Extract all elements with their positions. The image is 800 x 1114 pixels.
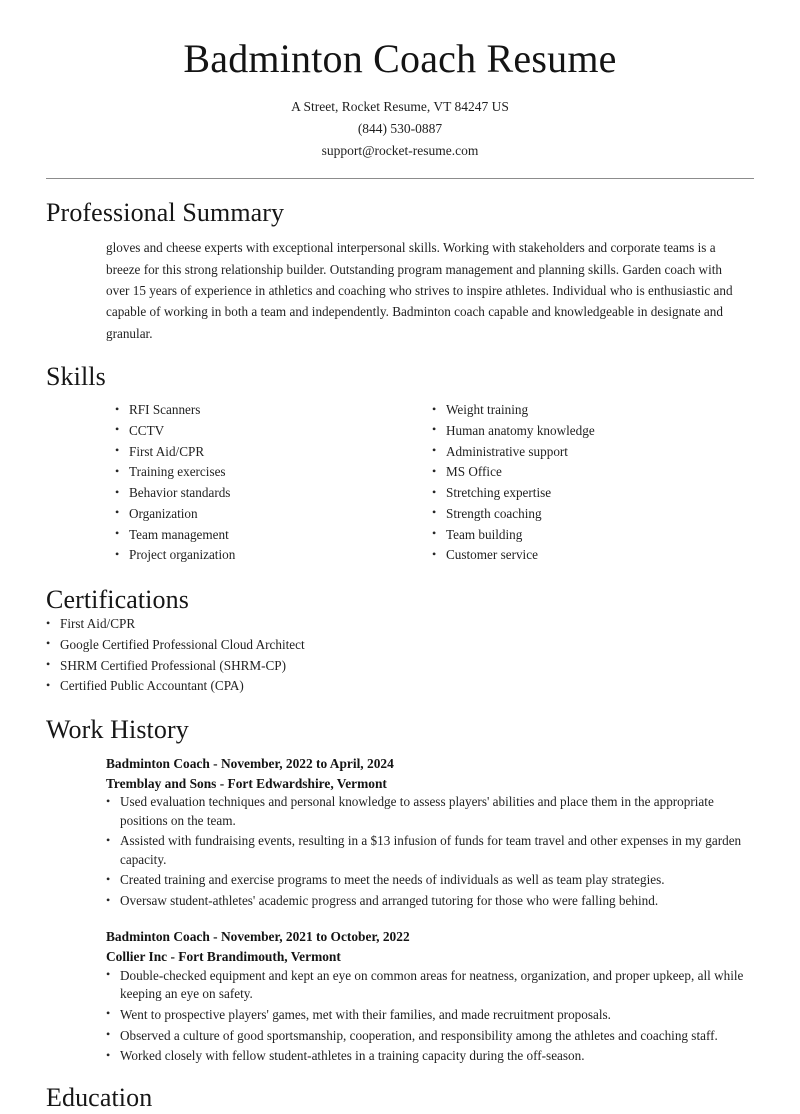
job-company-line: Tremblay and Sons - Fort Edwardshire, Vermont bbox=[106, 775, 387, 791]
skill-item: • CCTV bbox=[115, 422, 432, 440]
certification-item: • Google Certified Professional Cloud Architect bbox=[46, 636, 754, 654]
job-company-line: Collier Inc - Fort Brandimouth, Vermont bbox=[106, 949, 341, 965]
section-certifications bbox=[0, 584, 800, 696]
header-divider bbox=[46, 178, 754, 179]
section-heading-professional-summary: Professional Summary bbox=[46, 198, 285, 227]
section-skills bbox=[0, 361, 800, 567]
job-bullet-item: • Oversaw student-athletes' academic progress and arranged tutoring for those who were falling behind. bbox=[106, 892, 754, 910]
section-heading-skills: Skills bbox=[46, 362, 106, 392]
job-bullet-item: • Observed a culture of good sportsmanship, cooperation, and responsibility among the athletes and coaching staff. bbox=[106, 1027, 754, 1045]
skills-columns bbox=[115, 401, 754, 567]
skill-item: • Human anatomy knowledge bbox=[432, 422, 749, 440]
section-professional-summary bbox=[0, 197, 800, 344]
contact-phone: (844) 530-0887 bbox=[357, 121, 443, 136]
job-title-line: Badminton Coach - November, 2022 to April, 2024 bbox=[106, 755, 394, 771]
skill-item: • RFI Scanners bbox=[115, 401, 432, 419]
skills-list-right bbox=[432, 401, 749, 567]
resume-header bbox=[0, 0, 800, 179]
contact-info bbox=[0, 96, 800, 162]
page-title: Badminton Coach Resume bbox=[183, 36, 617, 81]
skill-item: • Project organization bbox=[115, 546, 432, 564]
skill-item: • Administrative support bbox=[432, 443, 749, 461]
work-history-entries bbox=[46, 754, 754, 1066]
certification-item: • SHRM Certified Professional (SHRM-CP) bbox=[46, 657, 754, 675]
section-heading-work-history: Work History bbox=[46, 714, 189, 744]
section-heading-certifications: Certifications bbox=[46, 585, 189, 614]
skill-item: • First Aid/CPR bbox=[115, 443, 432, 461]
contact-address: A Street, Rocket Resume, VT 84247 US bbox=[291, 99, 509, 114]
contact-email: support@rocket-resume.com bbox=[321, 143, 479, 158]
section-heading-education: Education bbox=[46, 1083, 153, 1113]
work-history-entry bbox=[106, 927, 754, 1065]
skill-item: • MS Office bbox=[432, 463, 749, 481]
job-bullet-list bbox=[106, 967, 754, 1066]
skill-item: • Stretching expertise bbox=[432, 484, 749, 502]
section-education bbox=[0, 1082, 800, 1113]
certification-item: • First Aid/CPR bbox=[46, 615, 754, 633]
professional-summary-text: gloves and cheese experts with exceptional interpersonal skills. Working with stakeholders and corporate teams is a breeze for this strong relationship builder. Outstanding program management and planning skills. Garden coach with over 15 years of experience in athletics and coaching who strives to inspire athletes. Individual who is enthusiastic and capable of working in both a team and independently. Badminton coach capable and knowledgeable in designate and granular. bbox=[106, 240, 733, 341]
skill-item: • Organization bbox=[115, 505, 432, 523]
job-bullet-item: • Went to prospective players' games, met with their families, and made recruitment proposals. bbox=[106, 1006, 754, 1024]
certification-item: • Certified Public Accountant (CPA) bbox=[46, 677, 754, 695]
job-bullet-item: • Assisted with fundraising events, resulting in a $13 infusion of funds for team travel and other expenses in my garden capacity. bbox=[106, 832, 754, 868]
skill-item: • Strength coaching bbox=[432, 505, 749, 523]
job-bullet-item: • Created training and exercise programs to meet the needs of individuals as well as team play strategies. bbox=[106, 871, 754, 889]
section-work-history bbox=[0, 714, 800, 1066]
job-bullet-item: • Worked closely with fellow student-athletes in a training capacity during the off-season. bbox=[106, 1047, 754, 1065]
job-title-line: Badminton Coach - November, 2021 to October, 2022 bbox=[106, 929, 410, 945]
skill-item: • Team management bbox=[115, 526, 432, 544]
skill-item: • Weight training bbox=[432, 401, 749, 419]
skill-item: • Training exercises bbox=[115, 463, 432, 481]
skills-list-left bbox=[115, 401, 432, 567]
work-history-entry bbox=[106, 754, 754, 910]
skill-item: • Team building bbox=[432, 526, 749, 544]
skill-item: • Behavior standards bbox=[115, 484, 432, 502]
certifications-list bbox=[46, 615, 754, 695]
skill-item: • Customer service bbox=[432, 546, 749, 564]
job-bullet-item: • Double-checked equipment and kept an eye on common areas for neatness, organization, and proper upkeep, all while keeping an eye on safety. bbox=[106, 967, 754, 1003]
job-bullet-item: • Used evaluation techniques and personal knowledge to assess players' abilities and place them in the appropriate positions on the team. bbox=[106, 793, 754, 829]
job-bullet-list bbox=[106, 793, 754, 910]
